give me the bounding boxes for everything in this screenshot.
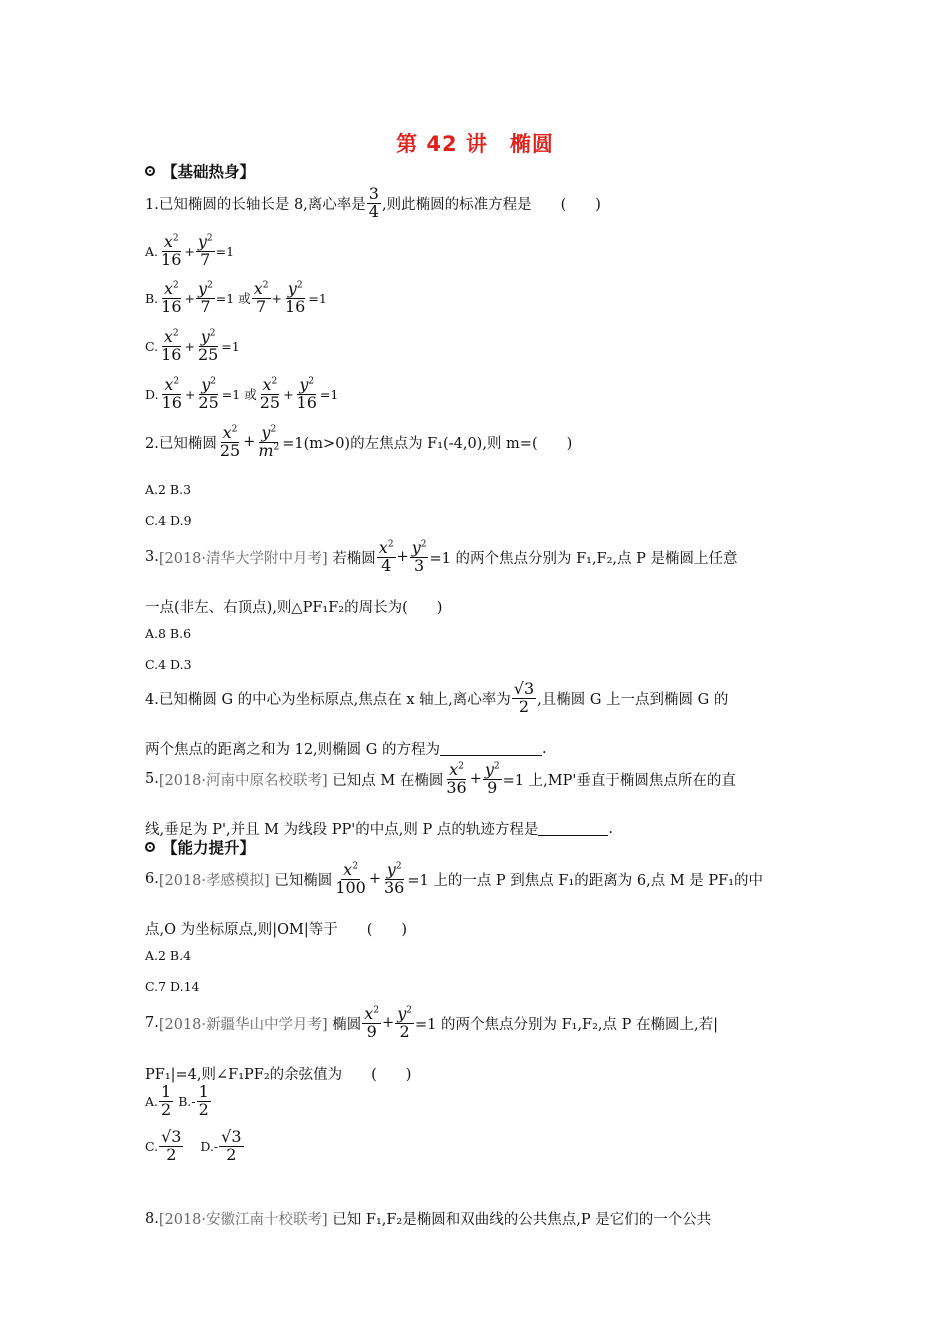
q2-options-cd[interactable]: C.4 D.9 [145, 513, 192, 528]
q8-stem: 8. [2018·安徽江南十校联考] 已知 F₁,F₂是椭圆和双曲线的公共焦点,P 是它们的一个公共 [145, 1208, 711, 1229]
q1-stem: 1.已知椭圆的长轴长是 8,离心率是 $\frac{3}{4}$ ,则此椭圆的标准方程是 ( ) [145, 184, 601, 221]
bullet-icon [145, 166, 155, 176]
page-title: 第 42 讲 椭圆 [396, 132, 554, 156]
q6-options-cd[interactable]: C.7 D.14 [145, 979, 200, 994]
q2-options-ab[interactable]: A.2 B.3 [145, 482, 192, 497]
q7-stem: 7. [2018·新疆华山中学月考] 椭圆 $\frac{x^2}{9}$ + $\frac{y^2}{2}$ =1 的两个焦点分别为 F₁,F₂,点 P 在椭圆上,若| [145, 1004, 719, 1041]
answer-blank[interactable] [538, 821, 608, 837]
question-source: [2018·孝感模拟] [158, 872, 270, 889]
q1-option-a[interactable]: A. $\frac{x^2}{16}$ + $\frac{y^2}{7}$ =1 [145, 232, 235, 269]
q3-options-ab[interactable]: A.8 B.6 [145, 626, 192, 641]
q4-stem: 4.已知椭圆 G 的中心为坐标原点,焦点在 x 轴上,离心率为 $\frac{√3}{2}$ ,且椭圆 G 上一点到椭圆 G 的 [145, 679, 729, 716]
section-basic-heading: 【基础热身】 [145, 160, 255, 182]
q6-options-ab[interactable]: A.2 B.4 [145, 948, 192, 963]
question-source: [2018·新疆华山中学月考] [158, 1016, 328, 1033]
q7-stem-line2: PF₁|=4,则∠F₁PF₂的余弦值为 ( ) [145, 1067, 412, 1083]
q2-stem: 2.已知椭圆 $\frac{x^2}{25}$ + $\frac{y^2}{m^2}$ =1(m>0)的左焦点为 F₁(-4,0),则 m=( ) [145, 423, 573, 460]
q5-stem: 5. [2018·河南中原名校联考] 已知点 M 在椭圆 $\frac{x^2}{36}$ + $\frac{y^2}{9}$ =1 上,MP'垂直于椭圆焦点所在的直 [145, 760, 736, 797]
question-source: [2018·河南中原名校联考] [158, 772, 328, 789]
section-advanced-heading: 【能力提升】 [145, 836, 255, 858]
bullet-icon [145, 842, 155, 852]
q7-options-cd[interactable]: C. $\frac{√3}{2}$ D.- $\frac{√3}{2}$ [145, 1127, 242, 1164]
fraction: $\frac{3}{4}$ [368, 184, 379, 221]
q7-options-ab[interactable]: A. $\frac{1}{2}$ B.- $\frac{1}{2}$ [145, 1082, 209, 1119]
q6-stem: 6. [2018·孝感模拟] 已知椭圆 $\frac{x^2}{100}$ + $\frac{y^2}{36}$ =1 上的一点 P 到焦点 F₁的距离为 6,点 M 是 PF₁的中 [145, 860, 764, 897]
q1-option-d[interactable]: D. $\frac{x^2}{16}$ + $\frac{y^2}{25}$ =1 或 $\frac{x^2}{25}$ + $\frac{y^2}{16}$ =1 [145, 375, 339, 412]
q3-stem-line2: 一点(非左、右顶点),则△PF₁F₂的周长为( ) [145, 600, 443, 616]
question-source: [2018·安徽江南十校联考] [158, 1212, 328, 1228]
q3-stem: 3. [2018·清华大学附中月考] 若椭圆 $\frac{x^2}{4}$ + $\frac{y^2}{3}$ =1 的两个焦点分别为 F₁,F₂,点 P 是椭圆上任意 [145, 538, 738, 575]
q1-option-b[interactable]: B. $\frac{x^2}{16}$ + $\frac{y^2}{7}$ =1 或 $\frac{x^2}{7}$ + $\frac{y^2}{16}$ =1 [145, 279, 327, 316]
q6-stem-line2: 点,O 为坐标原点,则|OM|等于 ( ) [145, 922, 408, 938]
question-source: [2018·清华大学附中月考] [158, 550, 328, 567]
q5-stem-line2: 线,垂足为 P',并且 M 为线段 PP'的中点,则 P 点的轨迹方程是 . [145, 820, 613, 838]
q4-stem-line2: 两个焦点的距离之和为 12,则椭圆 G 的方程为 . [145, 740, 547, 758]
q1-option-c[interactable]: C. $\frac{x^2}{16}$ + $\frac{y^2}{25}$ =1 [145, 327, 240, 364]
answer-blank[interactable] [440, 741, 542, 757]
q3-options-cd[interactable]: C.4 D.3 [145, 657, 192, 672]
